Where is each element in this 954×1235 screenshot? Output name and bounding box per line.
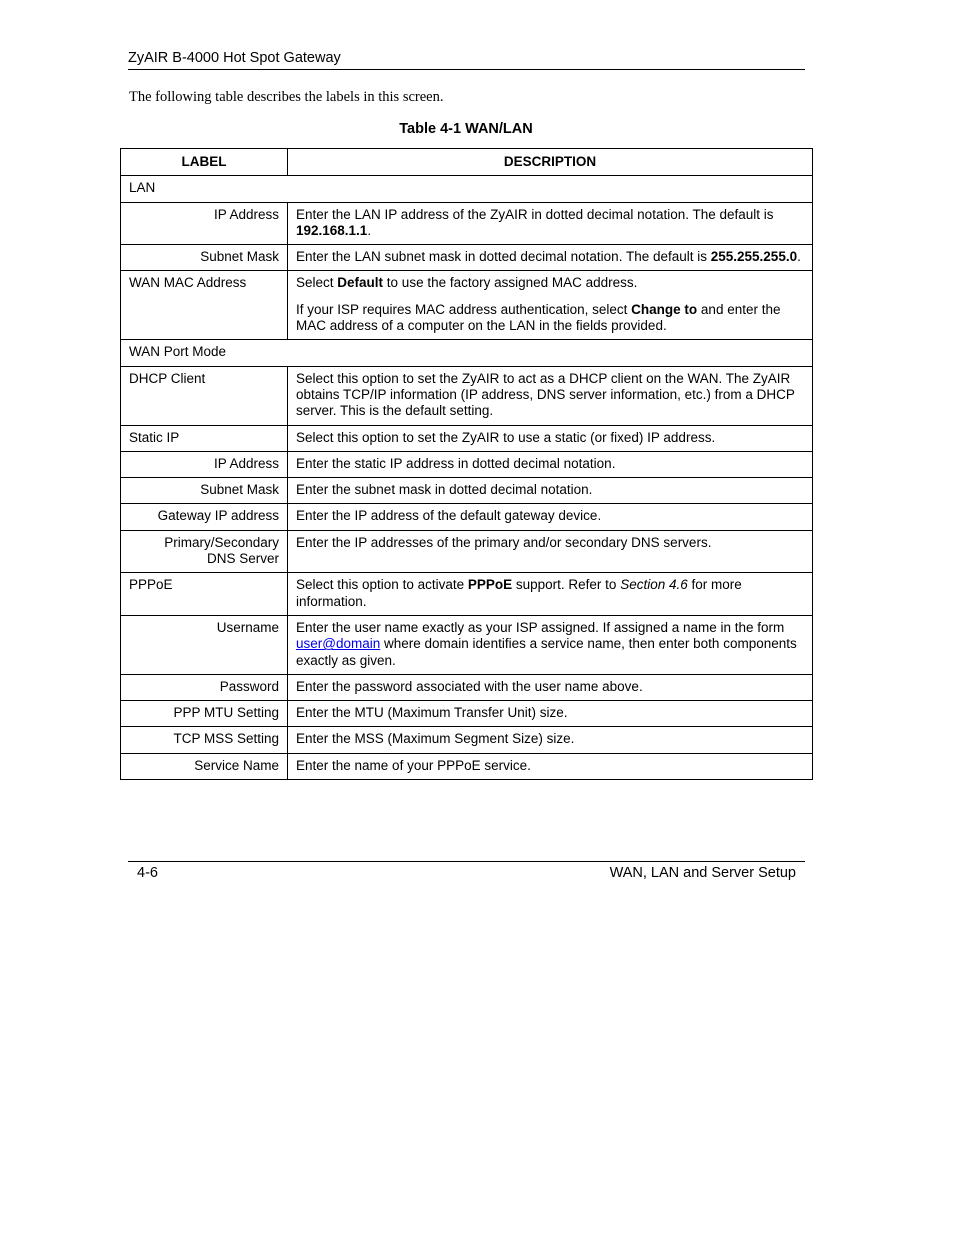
table-row <box>121 530 813 573</box>
row-description: Select this option to activate PPPoE support. Refer to Section 4.6 for more information. <box>288 573 813 616</box>
table-row <box>121 451 813 477</box>
row-description: Select this option to set the ZyAIR to act as a DHCP client on the WAN. The ZyAIR obtains TCP/IP information (IP address, DNS server information, etc.) from a DHCP server. This is the default setting. <box>288 366 813 425</box>
table-row <box>121 176 813 202</box>
row-description: Enter the password associated with the user name above. <box>288 674 813 700</box>
row-label: TCP MSS Setting <box>121 727 288 753</box>
row-label: Primary/Secondary DNS Server <box>121 530 288 573</box>
table-row <box>121 674 813 700</box>
row-label: Gateway IP address <box>121 504 288 530</box>
row-description: Enter the LAN IP address of the ZyAIR in dotted decimal notation. The default is 192.168.1.1. <box>288 202 813 245</box>
chapter-title: WAN, LAN and Server Setup <box>609 865 796 881</box>
table-row <box>121 504 813 530</box>
row-description: Select this option to set the ZyAIR to use a static (or fixed) IP address. <box>288 425 813 451</box>
section-lan: LAN <box>121 176 813 202</box>
wan-lan-table <box>120 148 813 780</box>
table-row <box>121 615 813 674</box>
header-title: ZyAIR B-4000 Hot Spot Gateway <box>128 50 341 66</box>
table-row <box>121 478 813 504</box>
page-number: 4-6 <box>137 865 158 881</box>
row-description: Enter the static IP address in dotted decimal notation. <box>288 451 813 477</box>
row-label: IP Address <box>121 202 288 245</box>
table-header-row <box>121 149 813 176</box>
row-description: Enter the MTU (Maximum Transfer Unit) size. <box>288 701 813 727</box>
row-label: Static IP <box>121 425 288 451</box>
row-description: Enter the LAN subnet mask in dotted decimal notation. The default is 255.255.255.0. <box>288 245 813 271</box>
table-row <box>121 573 813 616</box>
label-column-header: LABEL <box>121 149 288 176</box>
row-label: PPP MTU Setting <box>121 701 288 727</box>
row-label: Subnet Mask <box>121 245 288 271</box>
table-row <box>121 271 813 340</box>
table-row <box>121 425 813 451</box>
table-row <box>121 701 813 727</box>
page-header <box>128 48 805 70</box>
intro-text: The following table describes the labels in this screen. <box>129 89 444 105</box>
description-column-header: DESCRIPTION <box>288 149 813 176</box>
table-row <box>121 245 813 271</box>
user-domain-link[interactable]: user@domain <box>296 636 381 652</box>
row-label: WAN MAC Address <box>121 271 288 340</box>
table-caption: Table 4-1 WAN/LAN <box>399 121 533 137</box>
row-description: Enter the subnet mask in dotted decimal notation. <box>288 478 813 504</box>
row-description: Enter the IP addresses of the primary and/or secondary DNS servers. <box>288 530 813 573</box>
table-row <box>121 366 813 425</box>
row-label: PPPoE <box>121 573 288 616</box>
row-label: Service Name <box>121 753 288 779</box>
row-description: Select Default to use the factory assigned MAC address. If your ISP requires MAC address authentication, select Change to and enter the MAC address of a computer on the LAN in the fields provided. <box>288 271 813 340</box>
row-label: DHCP Client <box>121 366 288 425</box>
table-row <box>121 340 813 366</box>
page-footer <box>128 861 805 886</box>
section-wan-port-mode: WAN Port Mode <box>121 340 813 366</box>
row-description: Enter the user name exactly as your ISP assigned. If assigned a name in the form user@domain where domain identifies a service name, then enter both components exactly as given. <box>288 615 813 674</box>
row-label: Password <box>121 674 288 700</box>
row-description: Enter the name of your PPPoE service. <box>288 753 813 779</box>
row-description: Enter the IP address of the default gateway device. <box>288 504 813 530</box>
table-row <box>121 727 813 753</box>
row-label: Subnet Mask <box>121 478 288 504</box>
row-description: Enter the MSS (Maximum Segment Size) size. <box>288 727 813 753</box>
row-label: IP Address <box>121 451 288 477</box>
table-row <box>121 753 813 779</box>
table-row <box>121 202 813 245</box>
row-label: Username <box>121 615 288 674</box>
